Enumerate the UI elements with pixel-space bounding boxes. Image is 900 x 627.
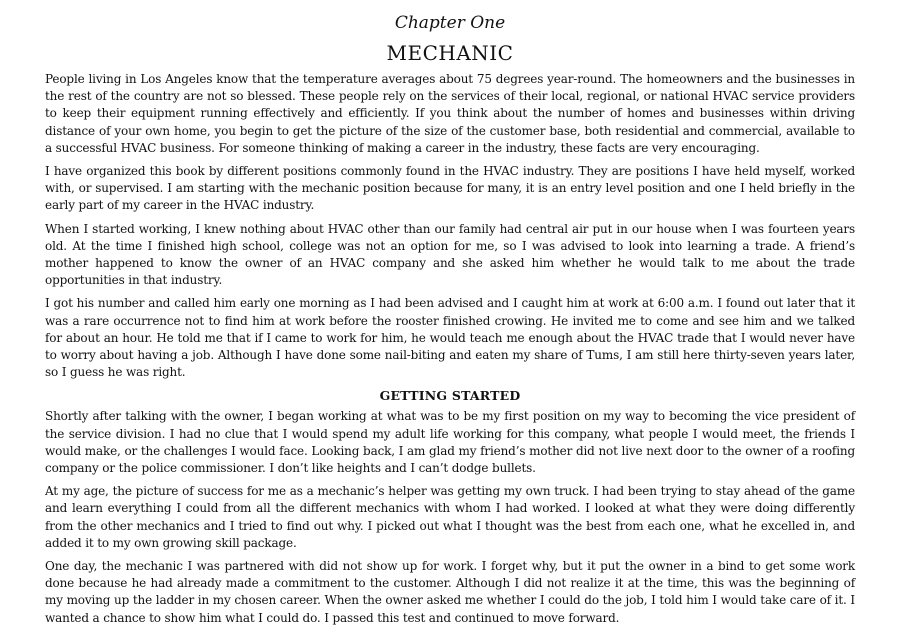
chapter-label: Chapter One [394,13,506,33]
paragraph: People living in Los Angeles know that the temperature averages about 75 degrees year-round. The homeowners and the businesses in the rest of the country are not so blessed. These people rely on the services of their local, regional, or national HVAC service providers to keep their equipment running effectively and efficiently. If you think about the number of homes and businesses within driving distance of your own home, you begin to get the picture of the size of the customer base, both residential and commercial, available to a successful HVAC business. For someone thinking of making a career in the industry, these facts are very encouraging. [45,72,855,155]
section-heading: GETTING STARTED [379,388,521,404]
paragraph: At my age, the picture of success for me as a mechanic’s helper was getting my own truck. I had been trying to stay ahead of the game and learn everything I could from all the different mechanics with whom I had worked. I looked at what they were doing differently from the other mechanics and I tried to find out why. I picked out what I thought was the best from each one, what he excelled in, and added it to my own growing skill package. [45,484,855,550]
paragraph: One day, the mechanic I was partnered with did not show up for work. I forget why, but it put the owner in a bind to get some work done because he had already made a commitment to the customer. Although I did not realize it at the time, this was the beginning of my moving up the ladder in my chosen career. When the owner asked me whether I could do the job, I told him I would take care of it. I wanted a chance to show him what I could do. I passed this test and continued to move forward. [45,559,855,625]
paragraph: I have organized this book by different positions commonly found in the HVAC industry. They are positions I have held myself, worked with, or supervised. I am starting with the mechanic position because for many, it is an entry level position and one I held briefly in the early part of my career in the HVAC industry. [45,164,855,213]
paragraph: I got his number and called him early one morning as I had been advised and I caught him at work at 6:00 a.m. I found out later that it was a rare occurrence not to find him at work before the rooster finished crowing. He invited me to come and see him and we talked for about an hour. He told me that if I came to work for him, he would teach me enough about the HVAC trade that I would never have to worry about having a job. Although I have done some nail-biting and eaten my share of Tums, I am still here thirty-seven years later, so I guess he was right. [45,296,855,380]
paragraph: When I started working, I knew nothing about HVAC other than our family had central air put in our house when I was fourteen years old. At the time I finished high school, college was not an option for me, so I was advised to look into learning a trade. A friend’s mother happened to know the owner of an HVAC company and she asked him whether he would talk to me about the trade opportunities in that industry. [45,221,855,288]
chapter-title: MECHANIC [386,41,514,65]
paragraph: Shortly after talking with the owner, I began working at what was to be my first position on my way to becoming the vice president of the service division. I had no clue that I would spend my adult life working for this company, what people I would meet, the friends I would make, or the challenges I would face. Looking back, I am glad my friend’s mother did not live next door to the owner of a roofing company or the police commissioner. I don’t like heights and I can’t dodge bullets. [45,409,855,476]
